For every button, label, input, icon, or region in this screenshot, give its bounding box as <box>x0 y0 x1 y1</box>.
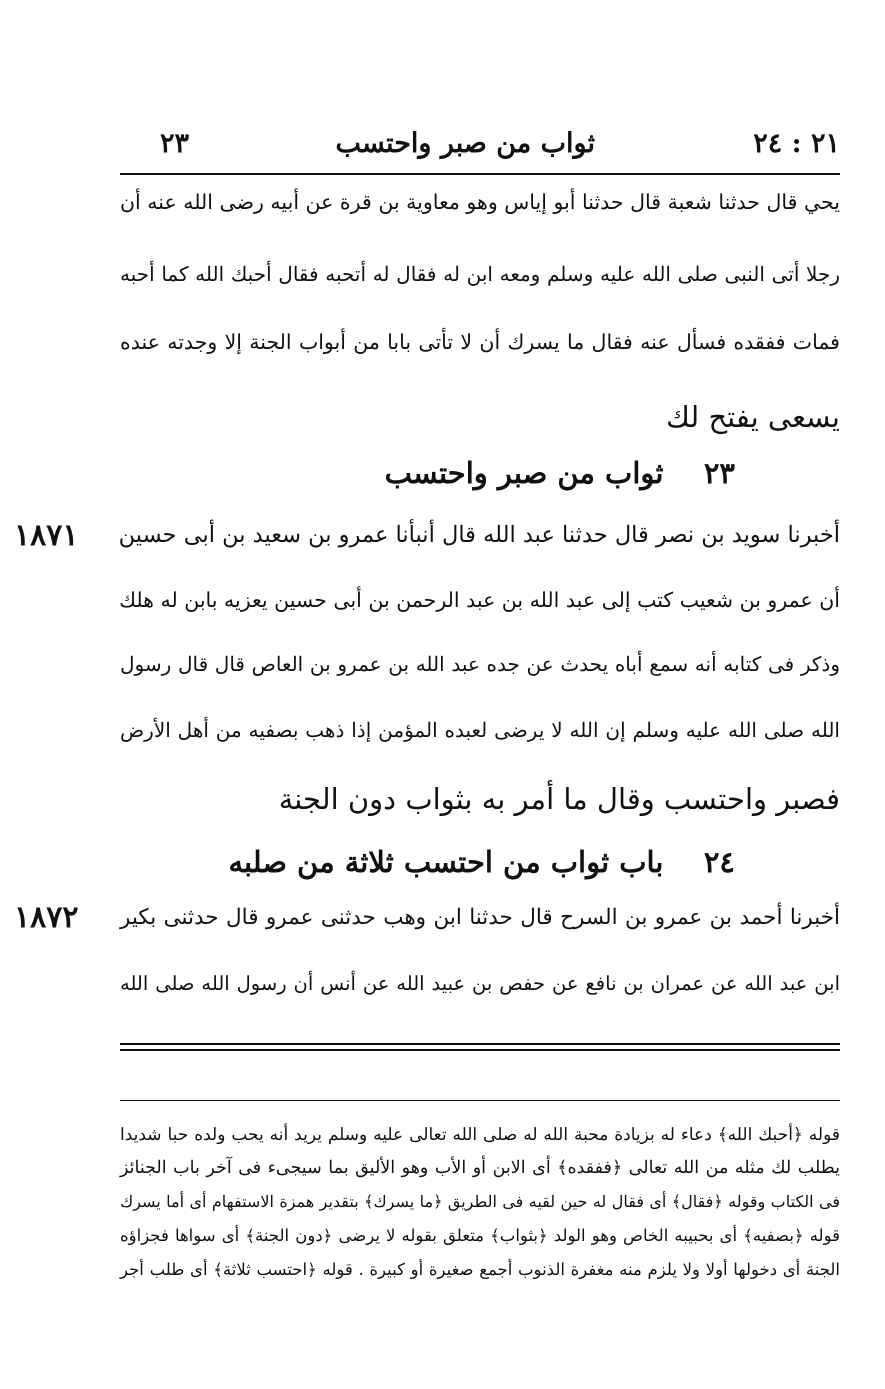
page-header <box>120 128 840 164</box>
section-number: ٢٣ <box>703 456 735 490</box>
hadith-range-reference: ٢١ : ٢٤ <box>753 128 840 159</box>
footnote-line: يطلب لك مثله من الله تعالى ﴿ففقده﴾ أى الابن أو الأب وهو الأليق بما سيجىء فى آخر باب الجنائز <box>120 1158 840 1178</box>
text-line: فمات ففقده فسأل عنه فقال ما يسرك أن لا تأتى بابا من أبواب الجنة إلا وجدته عنده <box>120 330 840 354</box>
text-line: أخبرنا أحمد بن عمرو بن السرح قال حدثنا ابن وهب حدثنى عمرو قال حدثنى بكير <box>120 905 840 930</box>
page-number: ٢٣ <box>160 128 190 159</box>
text-line: رجلا أتى النبى صلى الله عليه وسلم ومعه ابن له فقال له أتحبه فقال أحبك الله كما أحبه <box>120 262 840 286</box>
footnote-line: قوله ﴿بصفيه﴾ أى بحبيبه الخاص وهو الولد ﴿بثواب﴾ متعلق بقوله لا يرضى ﴿دون الجنة﴾ أى سواها فجزاؤه <box>120 1226 840 1245</box>
hadith-number: ١٨٧١ <box>14 518 79 553</box>
text-line: يحي قال حدثنا شعبة قال حدثنا أبو إياس وهو معاوية بن قرة عن أبيه رضى الله عنه أن <box>120 190 840 214</box>
hadith-number: ١٨٧٢ <box>14 900 79 935</box>
footnote-rule <box>120 1100 840 1101</box>
text-line: يسعى يفتح لك <box>665 400 840 434</box>
body-end-rule <box>120 1049 840 1051</box>
section-title: ثواب من صبر واحتسب <box>384 456 664 490</box>
text-line: أن عمرو بن شعيب كتب إلى عبد الله بن عبد الرحمن بن أبى حسين يعزيه بابن له هلك <box>119 588 840 612</box>
running-title: ثواب من صبر واحتسب <box>335 128 595 159</box>
footnote-line: فى الكتاب وقوله ﴿فقال﴾ أى فقال له حين لقيه فى الطريق ﴿ما يسرك﴾ بتقدير همزة الاستفهام أى أما يسرك <box>120 1192 840 1211</box>
text-line: وذكر فى كتابه أنه سمع أباه يحدث عن جده عبد الله بن عمرو بن العاص قال قال رسول <box>120 652 840 676</box>
footnote-line: الجنة أى دخولها أولا ولا يلزم منه مغفرة الذنوب أجمع صغيرة أو كبيرة . قوله ﴿احتسب ثلاثة﴾ أى طلب أجر <box>120 1260 840 1279</box>
text-line: فصبر واحتسب وقال ما أمر به بثواب دون الجنة <box>278 782 840 816</box>
text-line: أخبرنا سويد بن نصر قال حدثنا عبد الله قال أنبأنا عمرو بن سعيد بن أبى حسين <box>118 522 840 548</box>
footnote-line: قوله ﴿أحبك الله﴾ دعاء له بزيادة محبة الله له صلى الله تعالى عليه وسلم يريد أنه يحب ولده حبا شديدا <box>120 1125 840 1145</box>
section-heading <box>135 845 735 879</box>
body-end-rule <box>120 1043 840 1045</box>
section-heading <box>135 456 735 490</box>
text-line: ابن عبد الله عن عمران بن نافع عن حفص بن عبيد الله عن أنس أن رسول الله صلى الله <box>120 972 840 995</box>
header-rule <box>120 173 840 175</box>
section-title: باب ثواب من احتسب ثلاثة من صلبه <box>228 845 664 879</box>
section-number: ٢٤ <box>703 845 735 879</box>
text-line: الله صلى الله عليه وسلم إن الله لا يرضى لعبده المؤمن إذا ذهب بصفيه من أهل الأرض <box>120 718 840 742</box>
